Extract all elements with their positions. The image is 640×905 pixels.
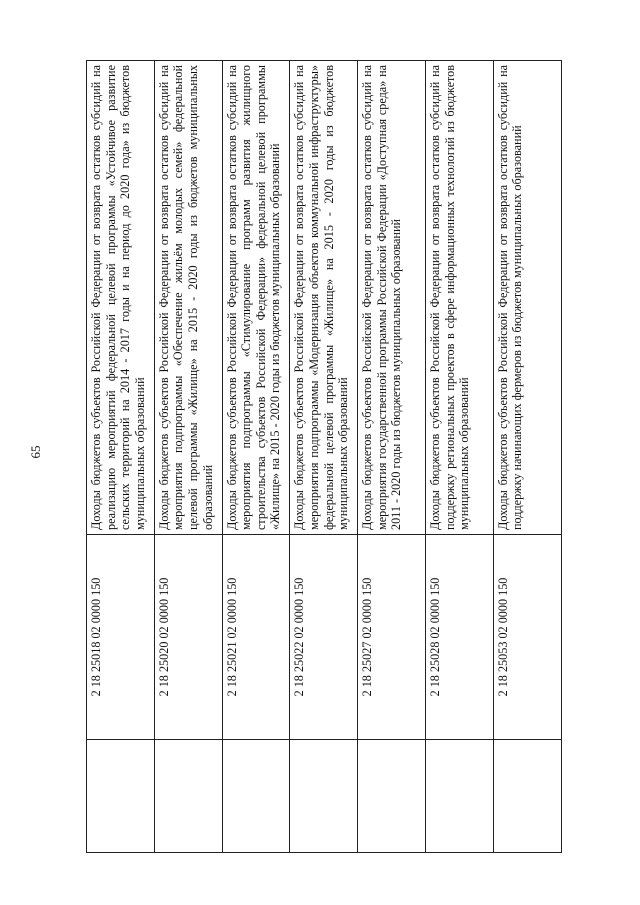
admin-code-cell — [358, 740, 426, 853]
budget-code-cell: 2 18 25027 02 0000 150 — [358, 535, 426, 740]
page-number: 65 — [28, 445, 43, 459]
table-row — [358, 61, 426, 853]
budget-code-table — [86, 60, 562, 853]
income-name-cell: Доходы бюджетов субъектов Российской Федерации от возврата остатков субсидий на мероприятия подпрограммы «Обеспечение жильём молодых семей» федеральной целевой программы «Жилище» на 2015 - 2020 годы из бюджетов муниципальных образований — [154, 61, 222, 535]
table-row — [493, 61, 561, 853]
table-row — [425, 61, 493, 853]
admin-code-cell — [290, 740, 358, 853]
admin-code-cell — [222, 740, 290, 853]
income-name-cell: Доходы бюджетов субъектов Российской Федерации от возврата остатков субсидий на мероприятия государственной программы Российской Федерации «Доступная среда» на 2011 - 2020 годы из бюджетов муниципальных образований — [358, 61, 426, 535]
income-name-cell: Доходы бюджетов субъектов Российской Федерации от возврата остатков субсидий на поддержку региональных проектов в сфере информационных технологий из бюджетов муниципальных образований — [425, 61, 493, 535]
budget-code-cell: 2 18 25053 02 0000 150 — [493, 535, 561, 740]
table-row — [87, 61, 155, 853]
budget-code-cell: 2 18 25021 02 0000 150 — [222, 535, 290, 740]
rotated-table-wrapper — [86, 60, 561, 853]
admin-code-cell — [154, 740, 222, 853]
table-row — [222, 61, 290, 853]
table-row — [154, 61, 222, 853]
income-name-cell: Доходы бюджетов субъектов Российской Федерации от возврата остатков субсидий на поддержку начинающих фермеров из бюджетов муниципальных образований — [493, 61, 561, 535]
budget-code-cell: 2 18 25028 02 0000 150 — [425, 535, 493, 740]
admin-code-cell — [493, 740, 561, 853]
table-row — [290, 61, 358, 853]
budget-code-cell: 2 18 25018 02 0000 150 — [87, 535, 155, 740]
income-name-cell: Доходы бюджетов субъектов Российской Федерации от возврата остатков субсидий на мероприятия подпрограммы «Модернизация объектов коммунальной инфраструктуры» федеральной целевой программы «Жилище» на 2015 - 2020 годы из бюджетов муниципальных образований — [290, 61, 358, 535]
budget-code-cell: 2 18 25022 02 0000 150 — [290, 535, 358, 740]
income-name-cell: Доходы бюджетов субъектов Российской Федерации от возврата остатков субсидий на мероприятия подпрограммы «Стимулирование программ развития жилищного строительства субъектов Российской Федерации» федеральной целевой программы «Жилище» на 2015 - 2020 годы из бюджетов муниципальных образований — [222, 61, 290, 535]
admin-code-cell — [425, 740, 493, 853]
income-name-cell: Доходы бюджетов субъектов Российской Федерации от возврата остатков субсидий на реализацию мероприятий федеральной целевой программы «Устойчивое развитие сельских территорий на 2014 - 2017 годы и на период до 2020 года» из бюджетов муниципальных образований — [87, 61, 155, 535]
admin-code-cell — [87, 740, 155, 853]
budget-code-cell: 2 18 25020 02 0000 150 — [154, 535, 222, 740]
